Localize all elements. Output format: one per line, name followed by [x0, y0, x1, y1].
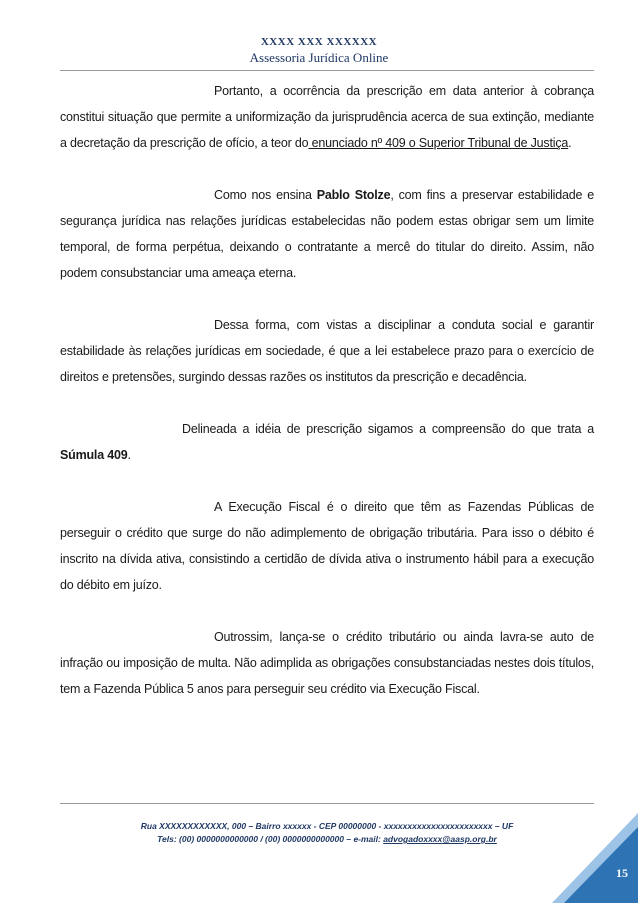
footer-contacts — [60, 833, 594, 846]
page-footer — [60, 820, 594, 846]
paragraph-6 — [60, 624, 594, 702]
document-body — [60, 78, 594, 728]
header-firm-name: XXXX XXX XXXXXX — [260, 36, 378, 48]
footer-address: Rua XXXXXXXXXXXX, 000 – Bairro xxxxxx - CEP 00000000 - xxxxxxxxxxxxxxxxxxxxxxx – UF — [140, 821, 514, 831]
paragraph-4 — [60, 416, 594, 468]
page-number: 15 — [616, 866, 628, 880]
paragraph-2 — [60, 182, 594, 286]
paragraph-3-text: Dessa forma, com vistas a disciplinar a conduta social e garantir estabilidade às relações jurídicas em sociedade, é que a lei estabelece prazo para o exercício de direitos e pretensões, surgindo dessas razões os institutos da prescrição e decadência. — [60, 318, 594, 384]
paragraph-1 — [60, 78, 594, 156]
paragraph-4-text: Delineada a idéia de prescrição sigamos a compreensão do que trata a — [182, 422, 594, 436]
footer-phones: Tels: (00) 0000000000000 / (00) 0000000000000 – e-mail: — [157, 834, 384, 844]
paragraph-1-text: Portanto, a ocorrência da prescrição em data anterior à cobrança constitui situação que permite a uniformização da jurisprudência acerca de sua extinção, mediante a decretação da prescrição de ofício, a teor do — [60, 84, 594, 150]
paragraph-5-text: A Execução Fiscal é o direito que têm as Fazendas Públicas de perseguir o crédito que surge do não adimplemento de obrigação tributária. Para isso o débito é inscrito na dívida ativa, consistindo a certidão de dívida ativa o instrumento hábil para a execução do débito em juízo. — [60, 500, 594, 592]
paragraph-2-text-start: Como nos ensina — [214, 188, 317, 202]
header-divider — [60, 70, 594, 71]
author-name: Pablo Stolze — [316, 188, 391, 202]
paragraph-1-end: . — [568, 136, 572, 150]
paragraph-2-text-end: , com fins a preservar estabilidade e segurança jurídica nas relações jurídicas estabelecidas não podem estas obrigar sem um limite temporal, de forma perpétua, deixando o contratante a mercê do titular do direito. Assim, não podem consubstanciar uma ameaça eterna. — [60, 188, 594, 280]
footer-divider — [60, 803, 594, 804]
header-subtitle: Assessoria Jurídica Online — [249, 50, 389, 65]
paragraph-6-text: Outrossim, lança-se o crédito tributário ou ainda lavra-se auto de infração ou imposição de multa. Não adimplida as obrigações consubstanciadas nestes dois títulos, tem a Fazenda Pública 5 anos para perseguir seu crédito via Execução Fiscal. — [60, 630, 594, 696]
sumula-reference: Súmula 409 — [60, 448, 128, 462]
paragraph-5 — [60, 494, 594, 598]
paragraph-3 — [60, 312, 594, 390]
enunciado-409-link[interactable]: enunciado nº 409 o Superior Tribunal de Justiça — [308, 136, 569, 150]
footer-email-link[interactable]: advogadoxxxx@aasp.org.br — [383, 834, 497, 844]
paragraph-4-end: . — [127, 448, 131, 462]
page-corner-decoration — [552, 813, 638, 903]
page-header — [0, 36, 638, 65]
